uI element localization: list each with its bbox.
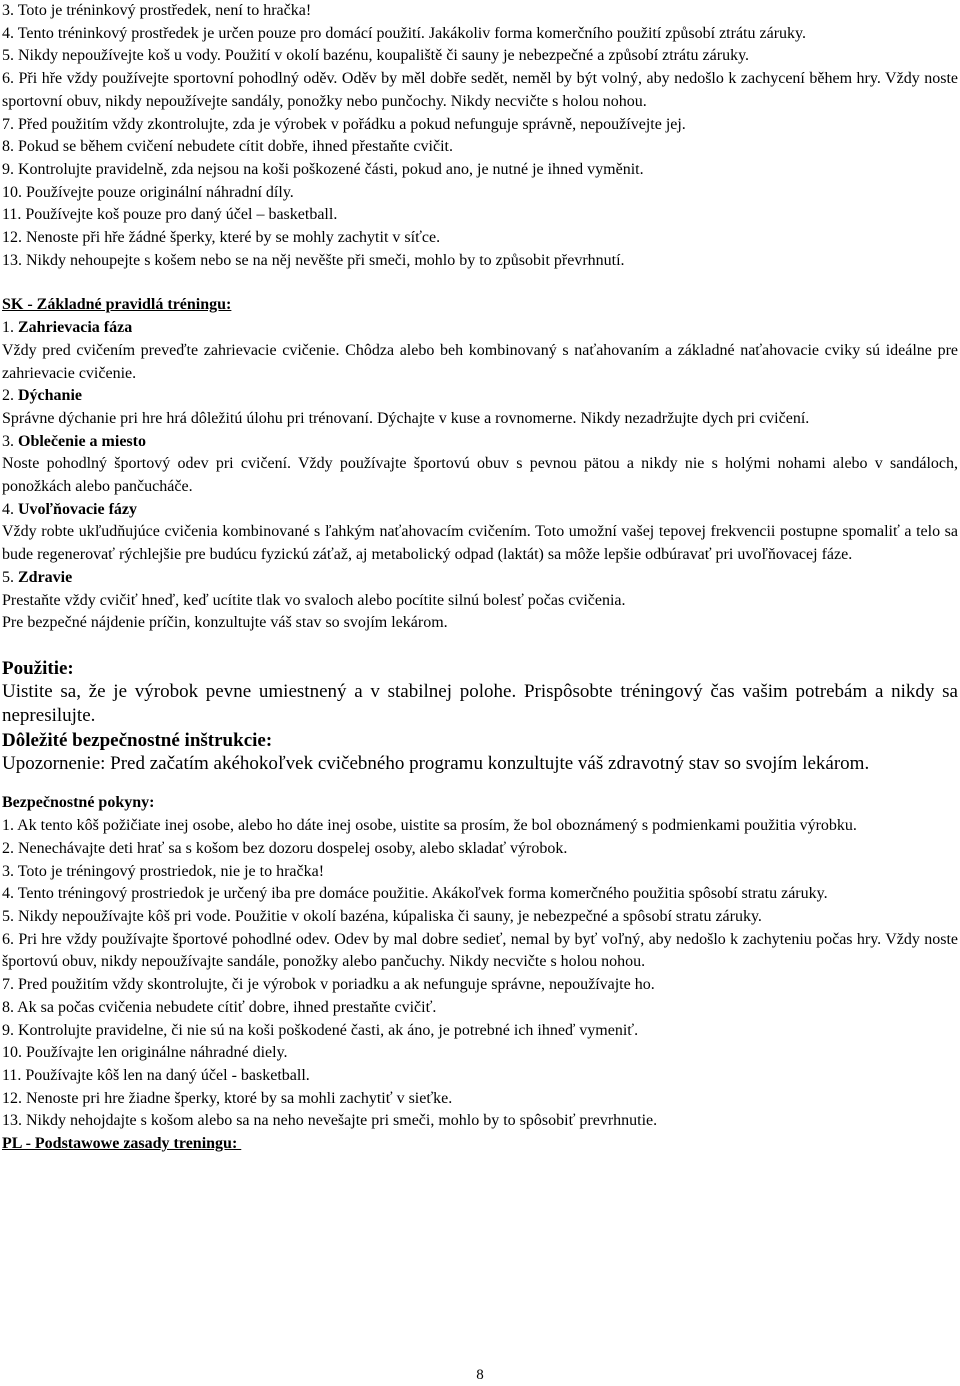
list-item: 12. Nenoste pri hre žiadne šperky, ktoré by sa mohli zachytiť v sieťke. [2,1089,453,1107]
safety-heading: Bezpečnostné pokyny: [2,794,155,812]
list-item: 8. Pokud se během cvičení nebudete cítit dobře, ihned přestaňte cvičit. [2,138,453,156]
usage-text: Uistite sa, že je výrobok pevne umiestnený a v stabilnej polohe. Prispôsobte tréningový čas vašim potrebám a nikdy sa nepresilujte. [2,680,958,727]
list-item: 10. Používajte len originálne náhradné diely. [2,1044,288,1062]
list-item: 7. Před použitím vždy zkontrolujte, zda je výrobek v pořádku a pokud nefunguje správně, nepoužívejte jej. [2,115,686,133]
list-item: 6. Pri hre vždy používajte športové pohodlné odev. Odev by mal dobre sedieť, nemal by byť voľný, aby nedošlo k zachyteniu počas hry. Vždy noste športovú obuv, nikdy nepoužívajte sandále, ponožky alebo pančuchy. Nikdy necvičte s holou nohou. [2,930,958,971]
subsection-title: 3. Oblečenie a miesto [2,432,146,450]
list-item: 8. Ak sa počas cvičenia nebudete cítiť dobre, ihned prestaňte cvičiť. [2,998,437,1016]
list-item: 1. Ak tento kôš požičiate inej osobe, alebo ho dáte inej osobe, uistite sa prosím, že bol oboznámený s podmienkami použitia výrobku. [2,817,857,835]
subsection-text: Vždy pred cvičením preveďte zahrievacie cvičenie. Chôdza alebo beh kombinovaný s naťahovaním a základné naťahovacie cviky sú ideálne pre zahrievacie cvičenie. [2,341,958,382]
cz-safety-list [0,0,960,272]
list-item: 10. Používejte pouze originální náhradní díly. [2,183,294,201]
list-item: 9. Kontrolujte pravidelne, či nie sú na koši poškodené časti, ak áno, je potrebné ich ihneď vymeniť. [2,1021,639,1039]
spacer [0,272,960,294]
list-item: 3. Toto je tréninkový prostředek, není to hračka! [2,2,312,19]
list-item: 7. Pred použitím vždy skontrolujte, či je výrobok v poriadku a ak nefunguje správne, nepoužívajte ho. [2,976,655,994]
page-number: 8 [476,1367,484,1383]
list-item: 2. Nenechávajte deti hrať sa s košom bez dozoru dospelej osoby, alebo skladať výrobok. [2,839,568,857]
subsection-text: Prestaňte vždy cvičiť hneď, keď ucítite tlak vo svaloch alebo pocítite silnú bolesť počas cvičenia. [2,591,626,609]
list-item: 13. Nikdy nehoupejte s košem nebo se na něj nevěšte při smeči, mohlo by to způsobit převrhnutí. [2,251,625,269]
list-item: 12. Nenoste při hře žádné šperky, které by se mohly zachytit v síťce. [2,229,441,247]
usage-section [0,657,960,777]
list-item: 4. Tento tréninkový prostředek je určen pouze pro domácí použití. Jakákoliv forma komerčního použití způsobí ztrátu záruky. [2,24,806,42]
important-text: Upozornenie: Pred začatím akéhokoľvek cvičebného programu konzultujte váš zdravotný stav so svojím lekárom. [2,752,870,774]
sk-training-rules [0,294,960,635]
list-item: 6. Při hře vždy používejte sportovní pohodlný oděv. Oděv by měl dobře sedět, neměl by být volný, aby nedošlo k zachycení během hry. Vždy noste sportovní obuv, nikdy nepoužívejte sandály, ponožky nebo punčochy. Nikdy necvičte s holou nohou. [2,70,958,110]
subsection-text: Noste pohodlný športový odev pri cvičení. Vždy používajte športovú obuv s pevnou pätou a nikdy nie s holými nohami alebo v sandáloch, ponožkách alebo pančucháče. [2,455,958,496]
subsection-title: 4. Uvoľňovacie fázy [2,500,138,518]
list-item: 3. Toto je tréningový prostriedok, nie je to hračka! [2,862,325,880]
list-item: 5. Nikdy nepoužívajte kôš pri vode. Použitie v okolí bazéna, kúpaliska či sauny, je nebezpečné a spôsobí stratu záruky. [2,908,762,925]
important-heading: Dôležité bezpečnostné inštrukcie: [2,729,273,751]
list-item: 11. Používejte koš pouze pro daný účel – basketball. [2,206,338,224]
section-heading: SK - Základné pravidlá tréningu: [2,296,232,314]
subsection-title: 5. Zdravie [2,568,73,586]
pl-section-heading: PL - Podstawowe zasady treningu: [2,1135,242,1153]
sk-safety-section [0,792,960,1133]
list-item: 4. Tento tréningový prostriedok je určený iba pre domáce použitie. Akákoľvek forma komerčného použitia spôsobí stratu záruky. [2,885,828,903]
list-item: 5. Nikdy nepoužívejte koš u vody. Použití v okolí bazénu, koupaliště či sauny je nebezpečné a způsobí ztrátu záruky. [2,47,750,65]
list-item: 9. Kontrolujte pravidelně, zda nejsou na koši poškozené části, pokud ano, je nutné je ihned vyměnit. [2,160,644,178]
spacer [0,635,960,657]
list-item: 13. Nikdy nehojdajte s košom alebo sa na neho nevešajte pri smeči, mohlo by to spôsobiť prevrhnutie. [2,1112,658,1130]
subsection-title: 1. Zahrievacia fáza [2,319,133,337]
subsection-title: 2. Dýchanie [2,387,82,405]
subsection-text: Vždy robte ukľudňujúce cvičenia kombinované s ľahkým naťahovacím cvičením. Toto umožní vašej tepovej frekvencii postupne spomaliť a telo sa bude regenerovať rýchlejšie pre budúcu fyzickú záťaž, aj metabolický odpad (laktát) sa môže lepšie odbúravať pri uvoľňovacej fáze. [2,523,958,564]
spacer [0,776,960,792]
list-item: 11. Používajte kôš len na daný účel - basketball. [2,1066,310,1084]
subsection-text: Správne dýchanie pri hre hrá dôležitú úlohu pri trénovaní. Dýchajte v kuse a rovnomerne. Nikdy nezadržujte dych pri cvičení. [2,409,810,427]
usage-heading: Použitie: [2,657,74,679]
subsection-text: Pre bezpečné nájdenie príčin, konzultujte váš stav so svojím lekárom. [2,614,448,632]
